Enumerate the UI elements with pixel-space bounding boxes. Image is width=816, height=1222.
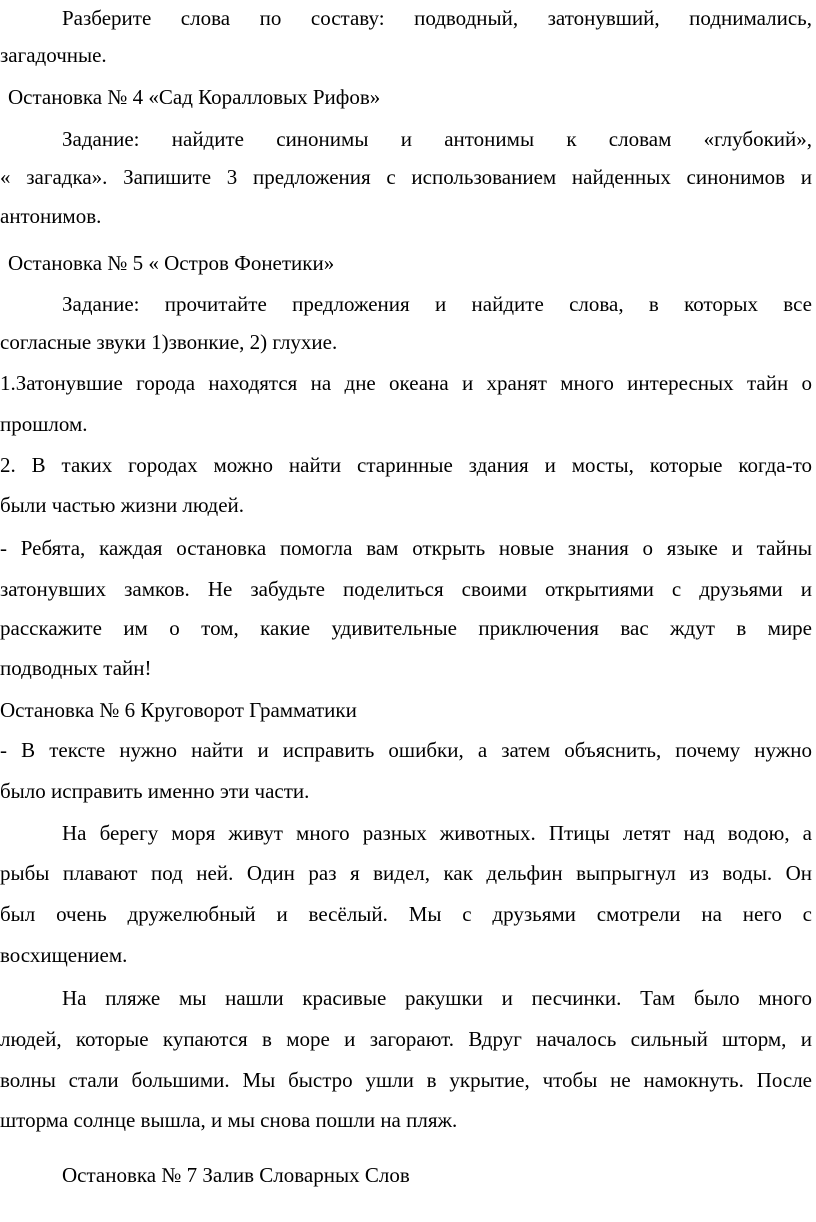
paragraph-line: был очень дружелюбный и весёлый. Мы с друзьями смотрели на него с (0, 902, 812, 926)
paragraph-line: На берегу моря живут много разных животных. Птицы летят над водою, а (62, 821, 812, 845)
paragraph-line: 2. В таких городах можно найти старинные здания и мосты, которые когда-то (0, 453, 812, 477)
paragraph-line: подводных тайн! (0, 656, 152, 680)
paragraph-line: загадочные. (0, 43, 107, 67)
paragraph-line: людей, которые купаются в море и загорают. Вдруг началось сильный шторм, и (0, 1027, 812, 1051)
paragraph-line: затонувших замков. Не забудьте поделиться своими открытиями с друзьями и (0, 577, 812, 601)
paragraph-line: были частью жизни людей. (0, 493, 245, 517)
paragraph-line: шторма солнце вышла, и мы снова пошли на пляж. (0, 1108, 458, 1132)
paragraph-line: - В тексте нужно найти и исправить ошибки, а затем объяснить, почему нужно (0, 738, 812, 762)
paragraph-line: рыбы плавают под ней. Один раз я видел, как дельфин выпрыгнул из воды. Он (0, 861, 812, 885)
paragraph-line: расскажите им о том, какие удивительные приключения вас ждут в мире (0, 616, 812, 640)
paragraph-line: антонимов. (0, 204, 102, 228)
section-heading: Остановка № 6 Круговорот Грамматики (0, 698, 357, 722)
section-heading: Остановка № 4 «Сад Коралловых Рифов» (8, 85, 381, 109)
section-heading: Остановка № 5 « Остров Фонетики» (8, 251, 335, 275)
paragraph-line: волны стали большими. Мы быстро ушли в укрытие, чтобы не намокнуть. После (0, 1068, 812, 1092)
paragraph-line: - Ребята, каждая остановка помогла вам открыть новые знания о языке и тайны (0, 536, 812, 560)
paragraph-line: восхищением. (0, 943, 128, 967)
paragraph-line: согласные звуки 1)звонкие, 2) глухие. (0, 330, 338, 354)
paragraph-line: 1.Затонувшие города находятся на дне океана и хранят много интересных тайн о (0, 371, 812, 395)
paragraph-line: прошлом. (0, 412, 88, 436)
section-heading: Остановка № 7 Залив Словарных Слов (62, 1163, 410, 1187)
paragraph-line: Задание: найдите синонимы и антонимы к словам «глубокий», (62, 127, 812, 151)
paragraph-line: На пляже мы нашли красивые ракушки и песчинки. Там было много (62, 986, 812, 1010)
paragraph-line: было исправить именно эти части. (0, 779, 310, 803)
paragraph-line: Задание: прочитайте предложения и найдите слова, в которых все (62, 292, 812, 316)
paragraph-line: « загадка». Запишите 3 предложения с использованием найденных синонимов и (0, 165, 812, 189)
paragraph-line: Разберите слова по составу: подводный, затонувший, поднимались, (62, 6, 812, 30)
